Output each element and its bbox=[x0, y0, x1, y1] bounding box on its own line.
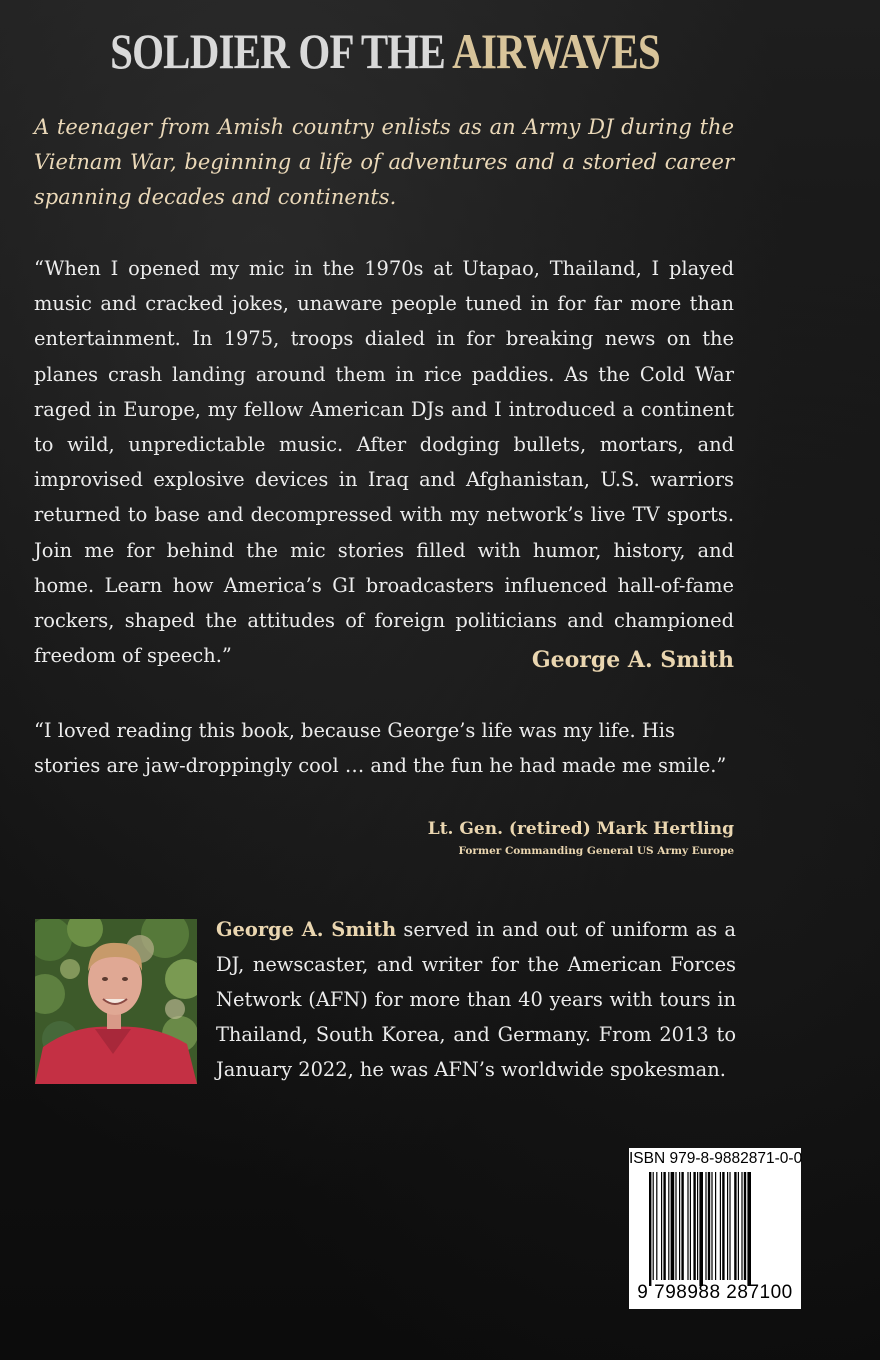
barcode-bar bbox=[705, 1172, 706, 1280]
barcode-bar bbox=[668, 1172, 669, 1280]
barcode-bar bbox=[729, 1172, 730, 1280]
barcode-bar bbox=[699, 1172, 703, 1286]
barcode-bar bbox=[675, 1172, 676, 1280]
title-part-accent: AIRWAVES bbox=[452, 23, 660, 79]
barcode-bar bbox=[734, 1172, 736, 1280]
barcode-bar bbox=[747, 1172, 751, 1286]
barcode-bar bbox=[711, 1172, 712, 1280]
barcode-bar bbox=[738, 1172, 739, 1280]
author-bio bbox=[216, 912, 736, 1087]
author-photo bbox=[35, 919, 197, 1084]
barcode-bar bbox=[727, 1172, 728, 1280]
barcode-bar bbox=[679, 1172, 680, 1280]
barcode-digits: 9 798988 287100 bbox=[637, 1282, 793, 1303]
endorsement-blurb: “I loved reading this book, because George’s life was my life. His stories are jaw-droppingly cool … and the fun he had made me smile.” bbox=[34, 719, 727, 777]
barcode-bar bbox=[653, 1172, 654, 1280]
book-title bbox=[69, 22, 700, 80]
barcode-bar bbox=[720, 1172, 721, 1280]
barcode-bar bbox=[687, 1172, 688, 1280]
barcode-bar bbox=[722, 1172, 724, 1280]
endorser-title: Former Commanding General US Army Europe bbox=[458, 845, 734, 857]
author-quote: “When I opened my mic in the 1970s at Utapao, Thailand, I played music and cracked jokes, unaware people tuned in for far more than entertainment. In 1975, troops dialed in for breaking news on the planes crash landing around them in rice paddies. As the Cold War raged in Europe, my fellow American DJs and I introduced a continent to wild, unpredictable music. After dodging bullets, mortars, and improvised explosive devices in Iraq and Afghanistan, U.S. warriors returned to base and decompressed with my network’s live TV sports. Join me for behind the mic stories filled with humor, history, and home. Learn how America’s GI broadcasters influenced hall-of-fame rockers, shaped the attitudes of foreign politicians and championed freedom of speech.” bbox=[34, 257, 734, 668]
tagline: A teenager from Amish country enlists as an Army DJ during the Vietnam War, beginning a life of adventures and a storied career spanning decades and continents. bbox=[34, 115, 734, 209]
barcode-bar bbox=[741, 1172, 742, 1280]
barcode-bar bbox=[697, 1172, 698, 1280]
isbn-barcode bbox=[629, 1148, 801, 1309]
author-bio-text: served in and out of uniform as a DJ, newscaster, and writer for the American Forces Network (AFN) for more than 40 years with tours in Thailand, South Korea, and Germany. From 2013 to January 2022, he was AFN’s worldwide spokesman. bbox=[216, 918, 736, 1081]
title-part-main: SOLDIER OF THE bbox=[110, 23, 453, 79]
endorser-name: Lt. Gen. (retired) Mark Hertling bbox=[427, 819, 734, 839]
quote-author-signature: George A. Smith bbox=[531, 647, 734, 673]
author-portrait-image bbox=[35, 919, 197, 1084]
barcode-bar bbox=[681, 1172, 683, 1280]
barcode-bar bbox=[744, 1172, 746, 1280]
barcode-bar bbox=[663, 1172, 665, 1280]
barcode-bar bbox=[708, 1172, 710, 1280]
barcode-bar bbox=[656, 1172, 657, 1280]
barcode-bar bbox=[661, 1172, 662, 1280]
barcode-bar bbox=[693, 1172, 695, 1280]
isbn-number: ISBN 979-8-9882871-0-0 bbox=[629, 1150, 803, 1167]
barcode-bar bbox=[690, 1172, 691, 1280]
barcode-bar bbox=[671, 1172, 675, 1280]
barcode-bar bbox=[649, 1172, 651, 1286]
barcode-bar bbox=[715, 1172, 716, 1280]
author-bio-name: George A. Smith bbox=[216, 918, 397, 941]
